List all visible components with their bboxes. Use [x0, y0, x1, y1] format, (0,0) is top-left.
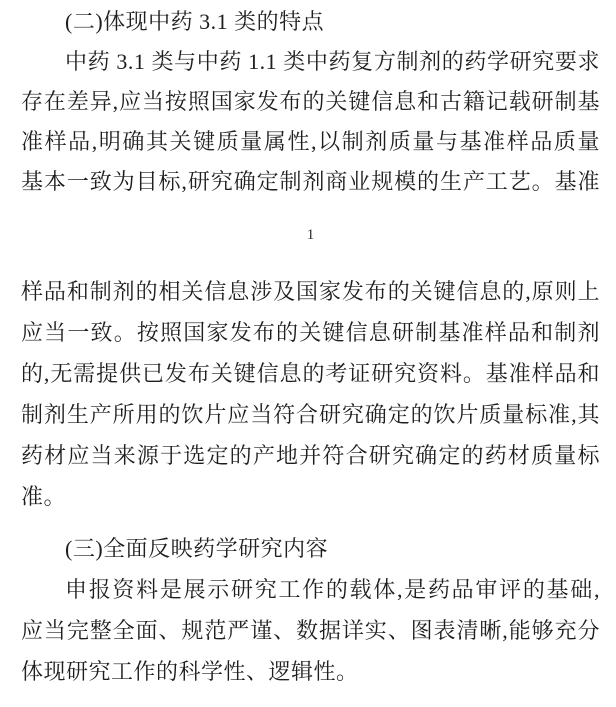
body-text-line: 准样品,明确其关键质量属性,以制剂质量与基准样品质量 [21, 129, 600, 154]
body-text-line: 基本一致为目标,研究确定制剂商业规模的生产工艺。基准 [21, 169, 600, 194]
body-text-line: 制剂生产所用的饮片应当符合研究确定的饮片质量标准,其 [21, 402, 600, 427]
body-text-line: 申报资料是展示研究工作的载体,是药品审评的基础, [65, 577, 600, 602]
body-text-line: 存在差异,应当按照国家发布的关键信息和古籍记载研制基 [21, 89, 600, 114]
body-text-line: 应当一致。按照国家发布的关键信息研制基准样品和制剂 [21, 320, 600, 345]
section-heading-b: (二)体现中药 3.1 类的特点 [65, 9, 325, 34]
body-text-line: 药材应当来源于选定的产地并符合研究确定的药材质量标 [21, 443, 600, 468]
body-text-line: 样品和制剂的相关信息涉及国家发布的关键信息的,原则上 [21, 279, 600, 304]
body-text-line: 应当完整全面、规范严谨、数据详实、图表清晰,能够充分 [21, 618, 600, 643]
page-number: 1 [306, 227, 315, 243]
page-2-text-block [21, 271, 600, 517]
body-text-line: 准。 [21, 484, 67, 509]
section-c-text-block [21, 528, 600, 692]
section-heading-c: (三)全面反映药学研究内容 [65, 536, 329, 561]
body-text-line: 体现研究工作的科学性、逻辑性。 [21, 659, 359, 684]
body-text-line: 的,无需提供已发布关键信息的考证研究资料。基准样品和 [21, 361, 600, 386]
page-1-text-block [21, 2, 600, 202]
body-text-line: 中药 3.1 类与中药 1.1 类中药复方制剂的药学研究要求 [65, 49, 600, 74]
